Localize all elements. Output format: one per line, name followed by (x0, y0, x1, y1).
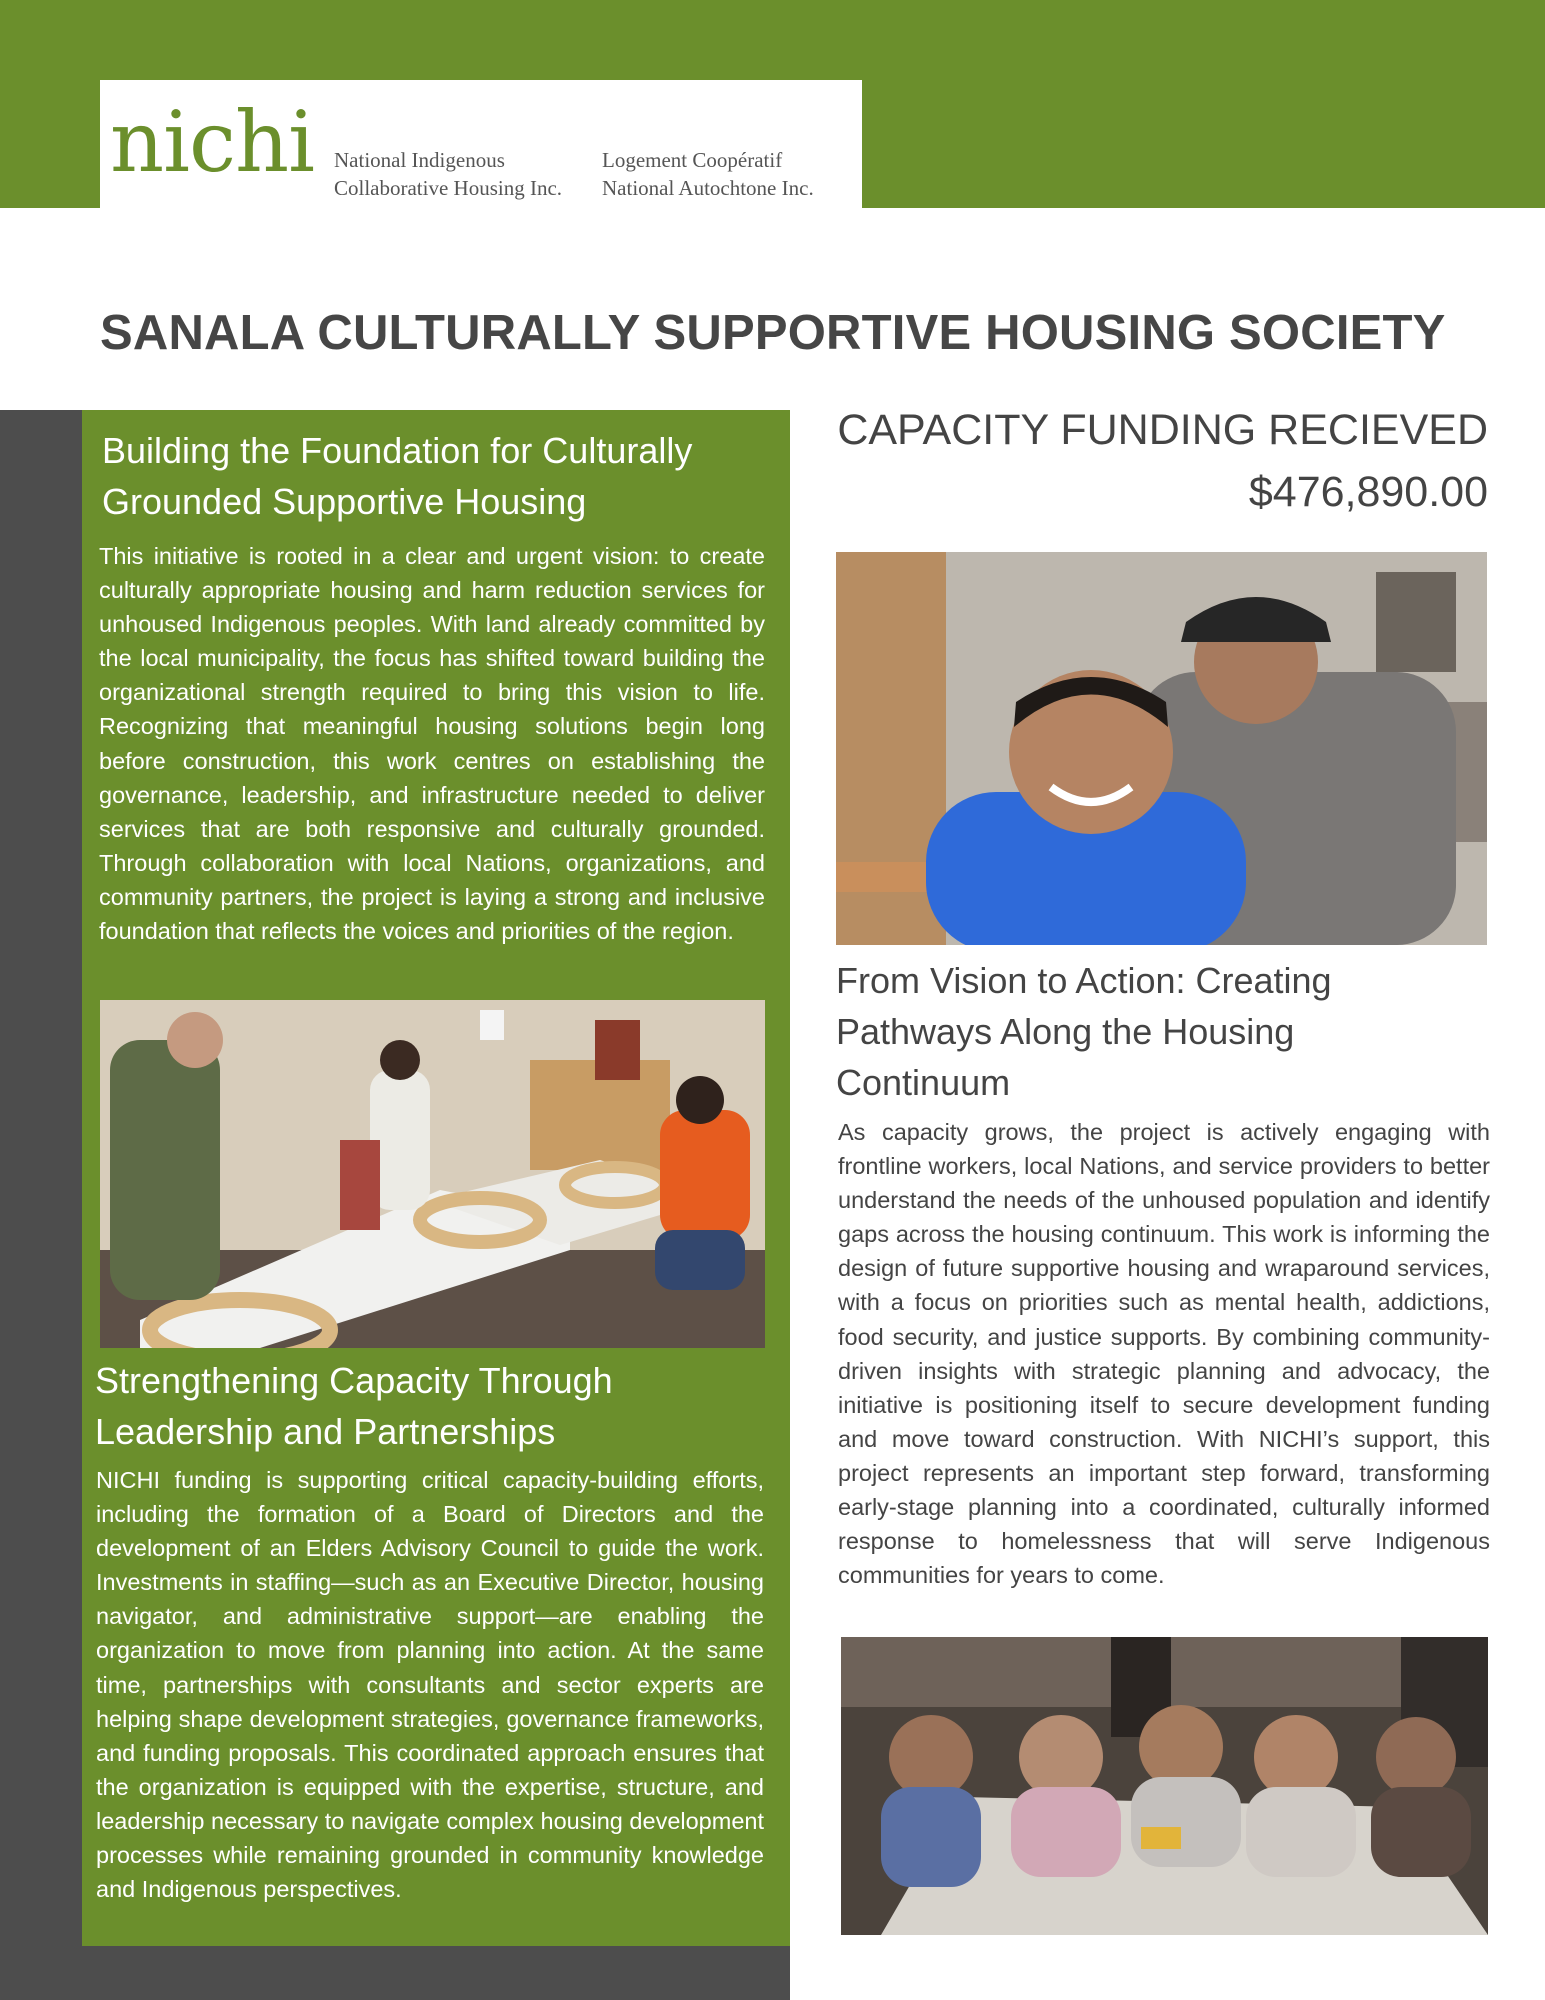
workshop-photo-illustration (100, 1000, 765, 1348)
children-drawing-photo (841, 1637, 1488, 1935)
page-title: SANALA CULTURALLY SUPPORTIVE HOUSING SOCIETY (100, 305, 1446, 360)
logo-en-line-1: National Indigenous (334, 148, 505, 172)
capacity-heading: Strengthening Capacity Through Leadership and Partnerships (95, 1360, 613, 1452)
vision-body: As capacity grows, the project is actively engaging with frontline workers, local Nations, and service providers to better understand the needs of the unhoused population and identify gaps across the housing continuum. This work is informing the design of future supportive housing and wraparound services, with a focus on priorities such as mental health, addictions, food security, and justice supports. By combining community-driven insights with strategic planning and advocacy, the initiative is positioning itself to secure development funding and move toward construction. With NICHI’s support, this project represents an important step forward, transforming early-stage planning into a coordinated, culturally informed response to homelessness that will serve Indigenous communities for years to come. (838, 1119, 1490, 1589)
workshop-photo (100, 1000, 765, 1348)
logo-fr-line-2: National Autochtone Inc. (602, 176, 814, 200)
elders-photo-illustration (836, 552, 1487, 945)
logo-fr-line-1: Logement Coopératif (602, 148, 783, 172)
logo-name-english (334, 146, 562, 202)
vision-heading: From Vision to Action: Creating Pathways Along the Housing Continuum (836, 960, 1332, 1103)
foundation-body: This initiative is rooted in a clear and urgent vision: to create culturally appropriate housing and harm reduction services for unhoused Indigenous peoples. With land already committed by the local municipality, the focus has shifted toward building the organizational strength required to bring this vision to life. Recognizing that meaningful housing solutions begin long before construction, this work centres on establishing the governance, leadership, and infrastructure needed to deliver services that are both responsive and culturally grounded. Through collaboration with local Nations, organizations, and community partners, the project is laying a strong and inclusive foundation that reflects the voices and priorities of the region. (99, 543, 765, 945)
foundation-heading: Building the Foundation for Culturally Grounded Supportive Housing (102, 430, 693, 522)
capacity-body: NICHI funding is supporting critical capacity-building efforts, including the formation of a Board of Directors and the development of an Elders Advisory Council to guide the work. Investments in staffing—such as an Executive Director, housing navigator, and administrative support—are enabling the organization to move from planning into action. At the same time, partnerships with consultants and sector experts are helping shape development strategies, governance frameworks, and funding proposals. This coordinated approach ensures that the organization is equipped with the expertise, structure, and leadership necessary to navigate complex housing development processes while remaining grounded in community knowledge and Indigenous perspectives. (96, 1467, 764, 1903)
logo-wordmark: nichi (110, 93, 314, 191)
children-photo-illustration (841, 1637, 1488, 1935)
logo-en-line-2: Collaborative Housing Inc. (334, 176, 563, 200)
funding-label: CAPACITY FUNDING RECIEVED (837, 406, 1488, 454)
funding-amount: $476,890.00 (1248, 468, 1488, 516)
logo-name-french (602, 146, 814, 202)
elders-photo (836, 552, 1487, 945)
nichi-logo (100, 80, 862, 208)
